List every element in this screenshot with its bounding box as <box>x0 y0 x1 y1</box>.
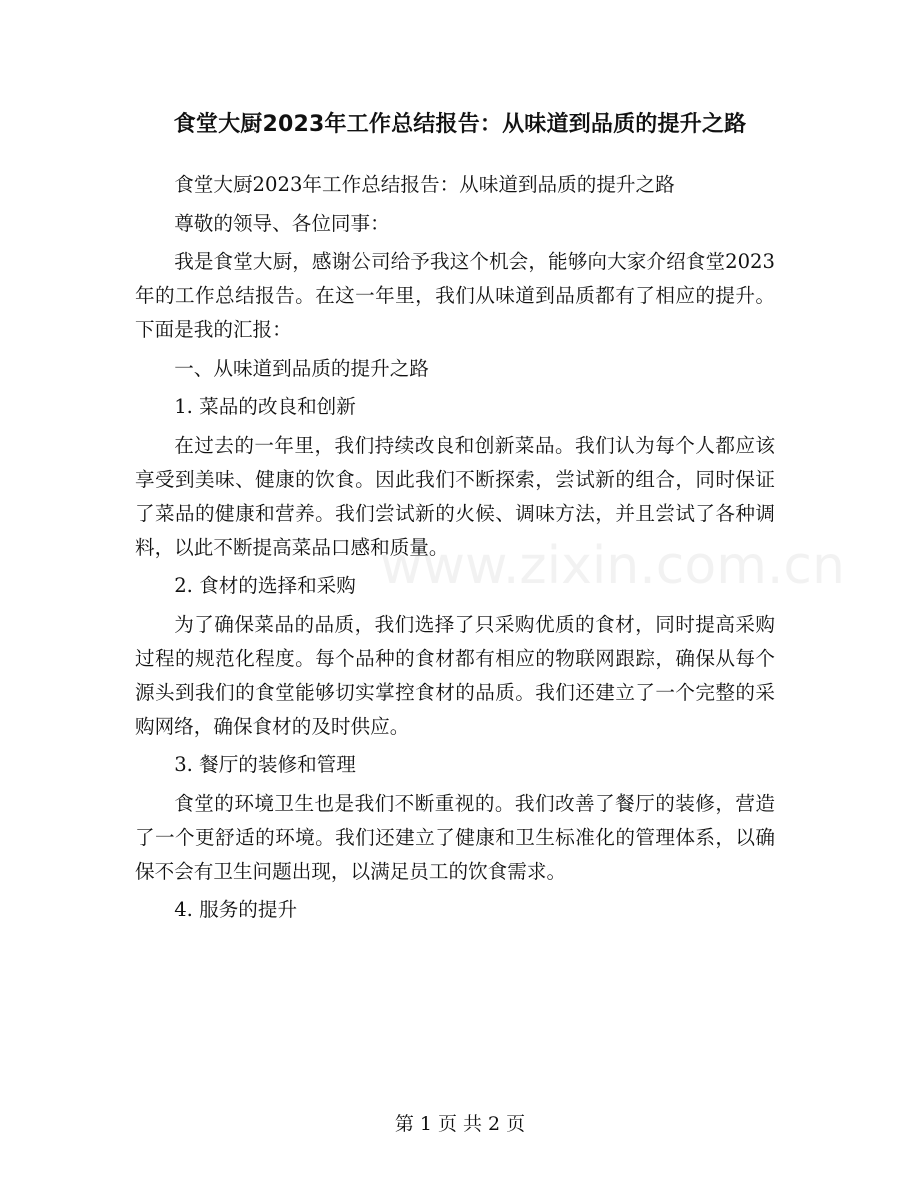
document-body <box>135 168 775 927</box>
paragraph-subtitle: 食堂大厨2023年工作总结报告：从味道到品质的提升之路 <box>174 173 675 196</box>
item-body-3: 食堂的环境卫生也是我们不断重视的。我们改善了餐厅的装修，营造了一个更舒适的环境。我们还建立了健康和卫生标准化的管理体系，以确保不会有卫生问题出现，以满足员工的饮食需求。 <box>135 791 775 883</box>
page-number-footer: 第 1 页 共 2 页 <box>394 1113 526 1135</box>
section-heading: 一、从味道到品质的提升之路 <box>174 356 429 380</box>
paragraph-greeting: 尊敬的领导、各位同事： <box>174 211 390 235</box>
document-title: 食堂大厨2023年工作总结报告：从味道到品质的提升之路 <box>173 112 747 137</box>
item-body-1: 在过去的一年里，我们持续改良和创新菜品。我们认为每个人都应该享受到美味、健康的饮食。因此我们不断探索，尝试新的组合，同时保证了菜品的健康和营养。我们尝试新的火候、调味方法，并且尝试了各种调料，以此不断提高菜品口感和质量。 <box>135 433 775 559</box>
paragraph-intro: 我是食堂大厨，感谢公司给予我这个机会，能够向大家介绍食堂2023年的工作总结报告。在这一年里，我们从味道到品质都有了相应的提升。下面是我的汇报： <box>135 250 775 341</box>
watermark: www.zixin.com.cn <box>380 536 845 596</box>
item-heading-1: 1. 菜品的改良和创新 <box>174 395 356 418</box>
item-heading-3: 3. 餐厅的装修和管理 <box>174 753 356 776</box>
item-heading-4: 4. 服务的提升 <box>174 898 298 921</box>
item-body-2: 为了确保菜品的品质，我们选择了只采购优质的食材，同时提高采购过程的规范化程度。每个品种的食材都有相应的物联网跟踪，确保从每个源头到我们的食堂能够切实掌控食材的品质。我们还建立了一个完整的采购网络，确保食材的及时供应。 <box>135 612 775 738</box>
item-heading-2: 2. 食材的选择和采购 <box>174 574 356 597</box>
